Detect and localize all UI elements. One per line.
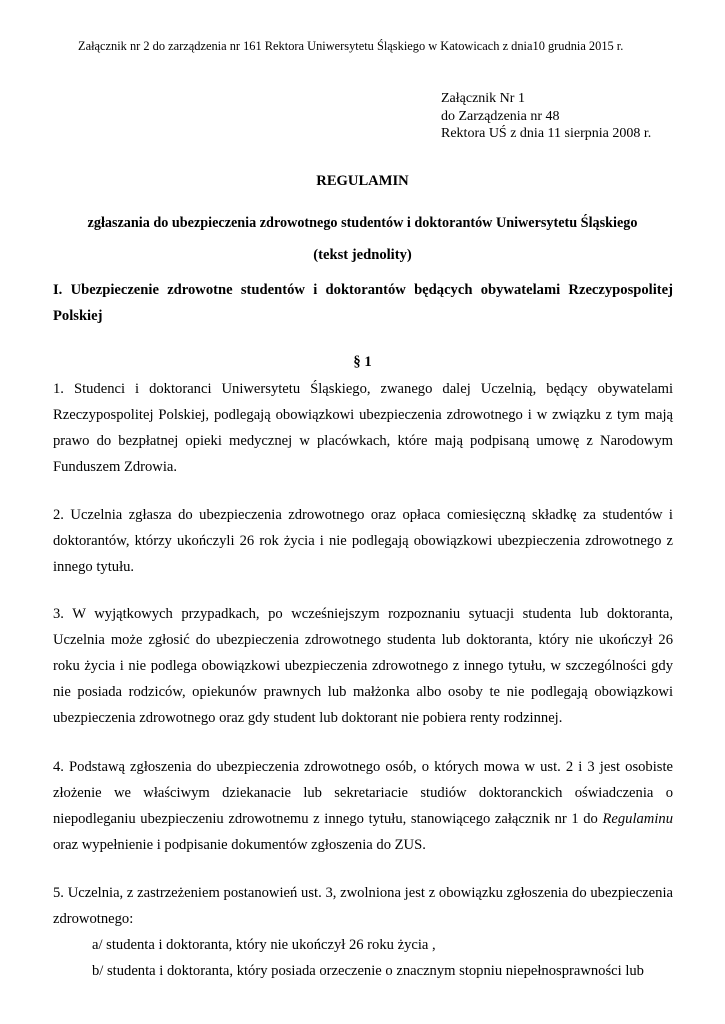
sub-item-a: a/ studenta i doktoranta, który nie ukończył 26 roku życia ,	[92, 937, 436, 953]
paragraph-4	[53, 754, 673, 858]
attachment-reference	[441, 90, 651, 143]
paragraph-5: 5. Uczelnia, z zastrzeżeniem postanowień ust. 3, zwolniona jest z obowiązku zgłoszenia do ubezpieczenia zdrowotnego:	[53, 885, 673, 927]
header-note: Załącznik nr 2 do zarządzenia nr 161 Rektora Uniwersytetu Śląskiego w Katowicach z dnia10 grudnia 2015 r.	[78, 39, 624, 53]
section-heading: I. Ubezpieczenie zdrowotne studentów i doktorantów będących obywatelami Rzeczypospolitej Polskiej	[53, 282, 673, 324]
paragraph-mark: § 1	[353, 354, 372, 370]
sub-item-list	[92, 932, 692, 984]
attachment-line-2: do Zarządzenia nr 48	[441, 108, 560, 124]
paragraph-4-text-end: oraz wypełnienie i podpisanie dokumentów zgłoszenia do ZUS.	[53, 837, 426, 853]
paragraph-1: 1. Studenci i doktoranci Uniwersytetu Śląskiego, zwanego dalej Uczelnią, będący obywatelami Rzeczypospolitej Polskiej, podlegają obowiązkowi ubezpieczenia zdrowotnego i w związku z tym mają prawo do bezpłatnej opieki medycznej w placówkach, które mają podpisaną umowę z Narodowym Funduszem Zdrowia.	[53, 381, 673, 475]
paragraph-3: 3. W wyjątkowych przypadkach, po wcześniejszym rozpoznaniu sytuacji studenta lub doktoranta, Uczelnia może zgłosić do ubezpieczenia zdrowotnego studenta lub doktoranta, który nie ukończył 26 roku życia i nie podlega obowiązkowi ubezpieczenia zdrowotnego z innego tytułu, w szczególności gdy nie posiada rodziców, opiekunów prawnych lub małżonka albo osoby te nie podlegają obowiązkowi ubezpieczenia zdrowotnego oraz gdy student lub doktorant nie pobiera renty rodzinnej.	[53, 606, 673, 726]
document-subtitle: zgłaszania do ubezpieczenia zdrowotnego studentów i doktorantów Uniwersytetu Śląskiego	[87, 215, 638, 231]
paragraph-4-italic-term: Regulaminu	[602, 811, 673, 827]
attachment-line-3: Rektora UŚ z dnia 11 sierpnia 2008 r.	[441, 126, 652, 141]
document-subnote: (tekst jednolity)	[313, 247, 412, 263]
paragraph-2: 2. Uczelnia zgłasza do ubezpieczenia zdrowotnego oraz opłaca comiesięczną składkę za studentów i doktorantów, którzy ukończyli 26 rok życia i nie podlegają obowiązkowi ubezpieczenia zdrowotnego z innego tytułu.	[53, 507, 673, 575]
sub-item-b: b/ studenta i doktoranta, który posiada orzeczenie o znacznym stopniu niepełnosprawności lub	[92, 963, 644, 979]
paragraph-4-text-start: 4. Podstawą zgłoszenia do ubezpieczenia zdrowotnego osób, o których mowa w ust. 2 i 3 jest osobiste złożenie we właściwym dziekanacie lub sekretariacie studiów doktoranckich oświadczenia o niepodleganiu ubezpieczeniu zdrowotnemu z innego tytułu, stanowiącego załącznik nr 1 do	[53, 759, 673, 827]
document-title: REGULAMIN	[316, 173, 409, 189]
attachment-line-1: Załącznik Nr 1	[441, 91, 525, 106]
